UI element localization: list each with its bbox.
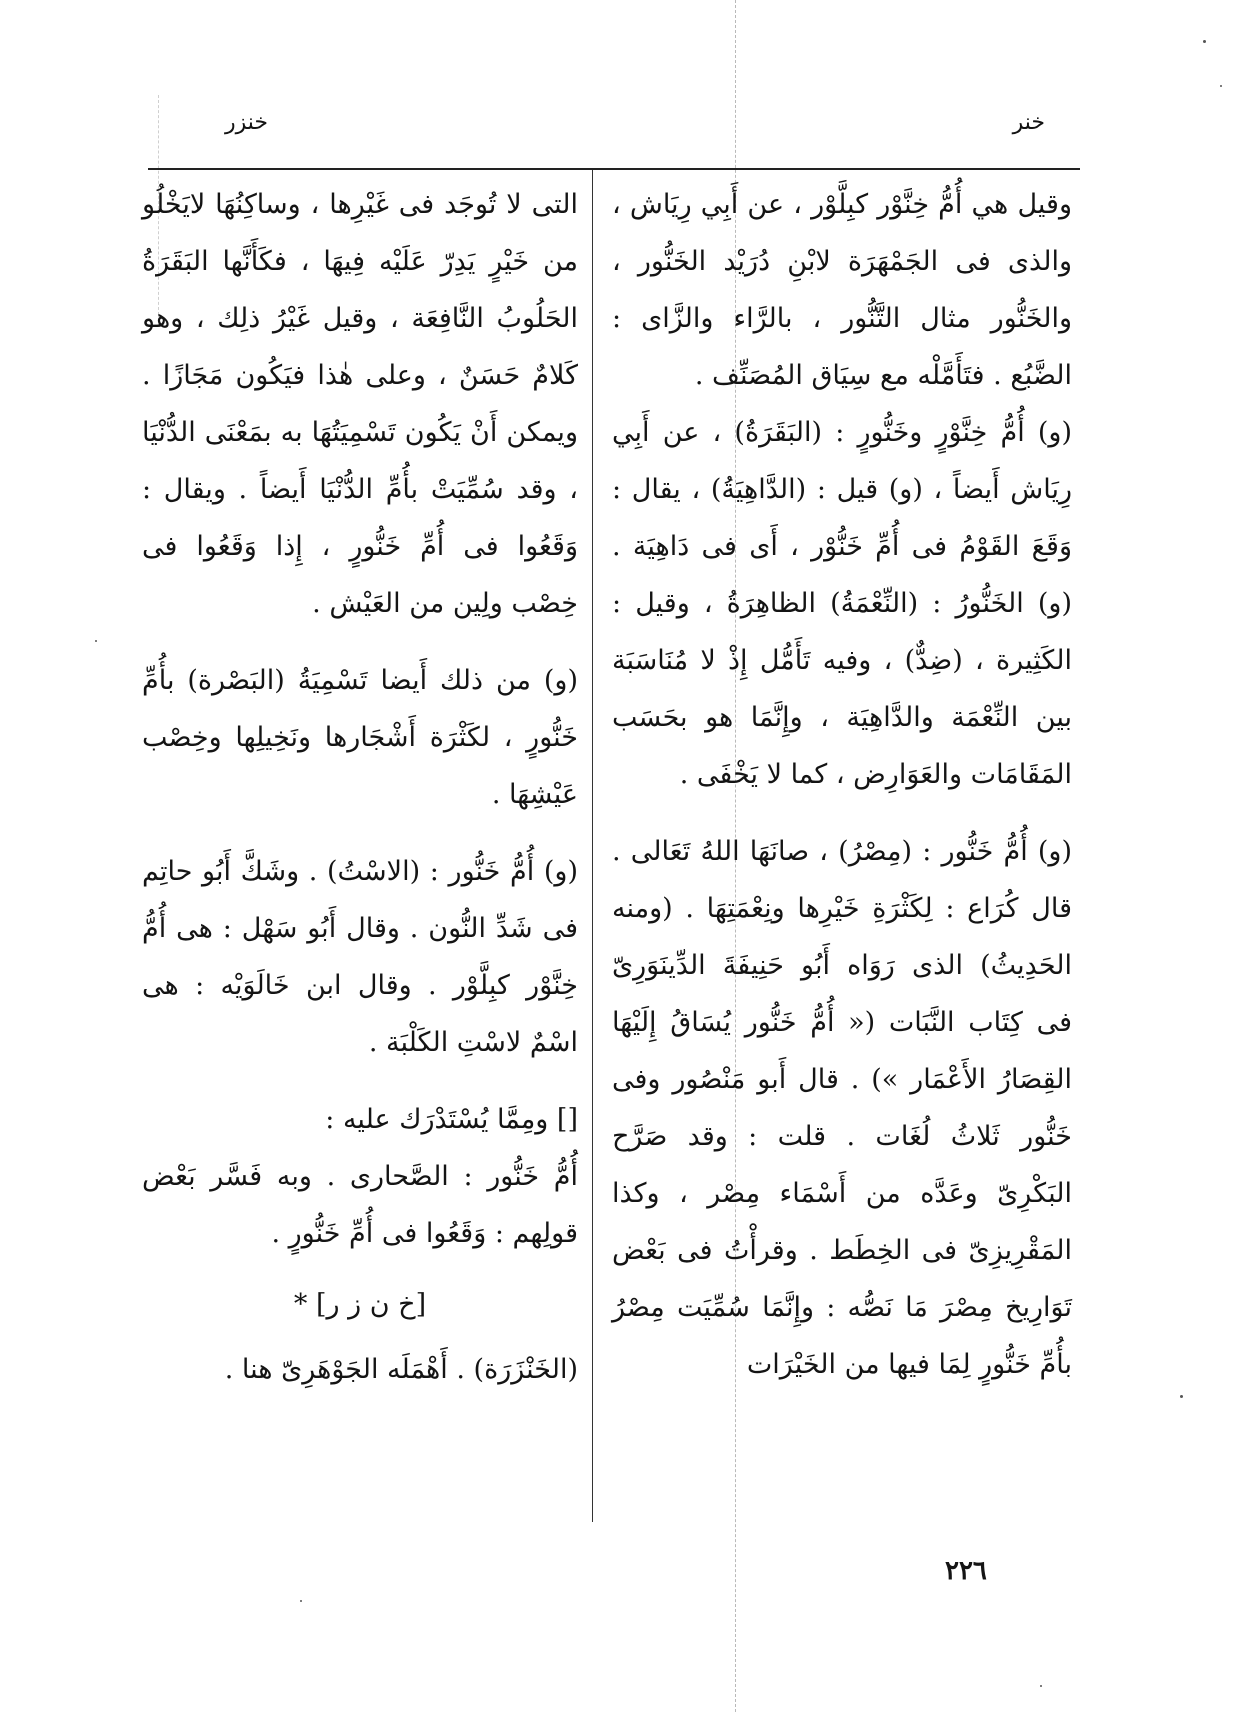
left-column-paragraph-2: (و) من ذلك أَيضا تَسْمِيَةُ (البَصْرة) بأُمِّ خَنُّورٍ ، لكَثْرَة أَشْجَارها ونَخِيلِها وخِصْب عَيْشِهَا .: [142, 665, 578, 810]
running-head-right: خنر: [1012, 110, 1045, 135]
entry-text: (الخَنْزَرَة) . أَهْمَلَه الجَوْهَرِىّ هنا .: [224, 1354, 578, 1385]
left-column-paragraph-5: أُمُّ خَنُّور : الصَّحارى . وبه فَسَّر بَعْض قولِهم : وَقَعُوا فى أُمِّ خَنُّورٍ .: [142, 1161, 578, 1249]
paragraph-gap: [142, 632, 578, 652]
left-column-paragraph-1: التى لا تُوجَد فى غَيْرِها ، وساكِنُهَا لايَخْلُو من خَيْرٍ يَدِرّ عَلَيْه فِيهَا ، فكَأَنَّها البَقَرَةُ الحَلُوبُ النَّافِعَة ، وقيل غَيْرُ ذلِك ، وهو كَلامٌ حَسَنٌ ، وعلى هٰذا فيَكُون مَجَازًا . ويمكن أَنْ يَكُون تَسْمِيَتُهَا به بمَعْنَى الدُّنْيَا ، وقد سُمِّيَتْ بأُمِّ الدُّنْيَا أَيضاً . ويقال : وَقَعُوا فى أُمِّ خَنُّورٍ ، إِذا وَقَعُوا فى خِصْب ولِين من العَيْش .: [142, 189, 578, 619]
paragraph-gap: [612, 803, 1072, 823]
column-divider: [592, 170, 593, 1522]
paragraph-gap: [142, 823, 578, 843]
left-column-paragraph-4: [] ومِمَّا يُسْتَدْرَك عليه :: [325, 1104, 578, 1135]
header-rule: [148, 168, 1080, 170]
left-column-paragraph-3: (و) أُمُّ خَنُّور : (الاسْتُ) . وشَكَّ أَبُو حاتِم فى شَدِّ النُّون . وقال أَبُو سَهْل : هى أُمُّ خِنَّوْر كبِلَّوْر . وقال ابن خَالَوَيْه : هى اسْمٌ لاسْتِ الكَلْبَة .: [142, 856, 578, 1058]
right-column: [612, 176, 1072, 1393]
paragraph-gap: [142, 1071, 578, 1091]
right-column-paragraph-3: (و) أُمُّ خَنُّور : (مِصْرُ) ، صانَهَا اللهُ تَعَالى . قال كُرَاع : لِكَثْرَةِ خَيْرِها ونِعْمَتِهَا . (ومنه الحَدِيثُ) الذى رَوَاه أَبُو حَنِيفَةَ الدِّينَوَرِىّ فى كِتَاب النَّبَات (« أُمُّ خَنُّور يُسَاقُ إِلَيْهَا القِصَارُ الأَعْمَار ») . قال أَبو مَنْصُور وفى خَنُّور ثَلاثُ لُغَات . قلت : وقد صَرَّح البَكْرِىّ وعَدَّه من أَسْمَاء مِصْر ، وكذا المَقْرِيزِىّ فى الخِطَط . وقرأْتُ فى بَعْض تَوَارِيخ مِصْرَ مَا نَصُّه : وإِنَّمَا سُمِّيَت مِصْرُ بأُمِّ خَنُّورٍ لِمَا فيها من الخَيْرَات: [612, 836, 1072, 1380]
scan-speck: [1180, 1395, 1183, 1398]
page-number: ٢٢٦: [945, 1556, 987, 1586]
left-column: [142, 176, 578, 1398]
scan-speck: [95, 640, 97, 642]
scan-speck: [1203, 40, 1206, 43]
right-column-paragraph-1: وقيل هي أُمُّ خِنَّوْر كبِلَّوْر ، عن أَبِي رِيَاش ، والذى فى الجَمْهَرَة لابْنِ دُرَيْد الخَنُّور ، والخَنُّور مثال التَّنُّور ، بالرَّاء والزَّاى : الضَّبُع . فتَأَمَّلْه مع سِيَاق المُصَنِّف .: [612, 189, 1072, 391]
right-column-paragraph-2: (و) أُمُّ خِنَّوْرٍ وخَنُّورٍ : (البَقَرَةُ) ، عن أَبِي رِيَاش أَيضاً ، (و) قيل : (الدَّاهِيَةُ) ، يقال : وَقَعَ القَوْمُ فى أُمِّ خَنُّوْر ، أَى فى دَاهِيَة . (و) الخَنُّورُ : (النِّعْمَةُ) الظاهِرَةُ ، وقيل : الكَثِيرة ، (ضِدٌّ) ، وفيه تَأَمُّل إِذْ لا مُنَاسَبَة بين النِّعْمَة والدَّاهِيَة ، وإِنَّمَا هو بحَسَب المَقَامَات والعَوَارِض ، كما لا يَخْفَى .: [612, 417, 1072, 790]
scan-speck: [300, 1600, 302, 1602]
scan-speck: [1040, 1685, 1042, 1687]
running-head-left: خنزر: [225, 110, 269, 135]
entry-heading: [خ ن ز ر] *: [293, 1289, 427, 1320]
scan-speck: [1220, 85, 1222, 87]
